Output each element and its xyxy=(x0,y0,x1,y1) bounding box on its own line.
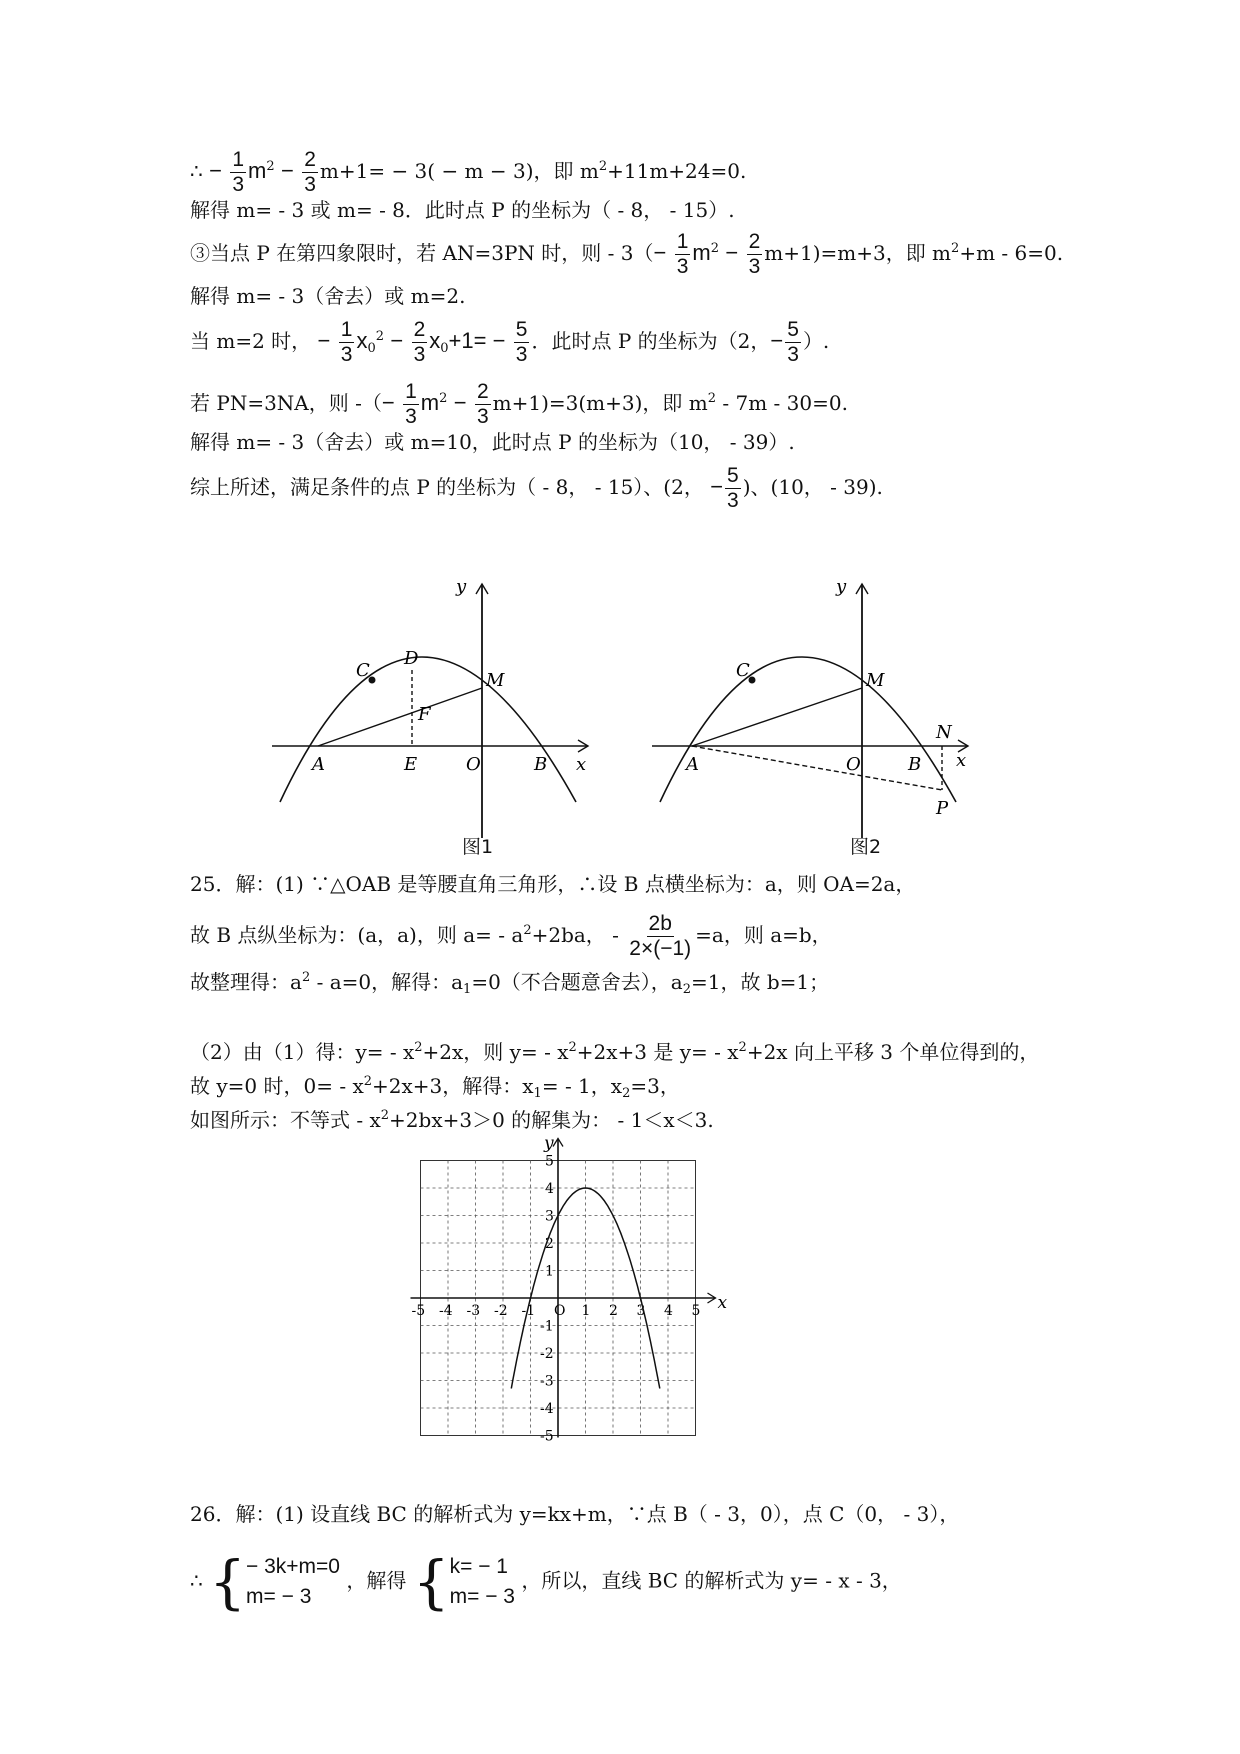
y-tick-label: -1 xyxy=(540,1318,554,1335)
point-tail: ）. xyxy=(802,329,830,353)
fraction-1-3 xyxy=(403,380,419,429)
x-tick-label: 4 xyxy=(664,1303,673,1319)
minus-sign: − xyxy=(653,240,667,265)
figure-2 xyxy=(650,570,990,850)
denominator: 3 xyxy=(787,343,799,366)
equation-tail: +11m+24=0. xyxy=(607,159,747,183)
exponent: 2 xyxy=(707,391,717,406)
parabola-grid-chart xyxy=(411,1133,790,1490)
system-rows xyxy=(450,1552,515,1612)
q25-line-6 xyxy=(190,1106,714,1134)
label-c: C xyxy=(736,660,750,681)
label-d: D xyxy=(404,648,419,669)
subscript: 2 xyxy=(622,1086,631,1101)
numerator: 2 xyxy=(413,318,426,341)
label-b: B xyxy=(908,754,922,775)
label-c: C xyxy=(356,660,370,681)
text: 故整理得：a xyxy=(190,970,302,994)
y-tick-label: -3 xyxy=(540,1373,554,1390)
text: =3， xyxy=(630,1074,680,1098)
text: +2x+3 是 y= - x xyxy=(576,1040,739,1064)
var-m: m xyxy=(248,158,267,183)
subscript: 2 xyxy=(682,982,691,997)
x-tick-label: -3 xyxy=(466,1303,481,1319)
equation-system-1 xyxy=(209,1548,340,1616)
segment-am xyxy=(692,688,862,746)
therefore-symbol: ∴ xyxy=(190,159,203,183)
summary-tail: )、(10， - 39). xyxy=(742,475,883,499)
x-tick-label: 3 xyxy=(636,1303,646,1319)
y-axis-label: y xyxy=(544,1133,554,1154)
minus-sign: − xyxy=(770,328,784,353)
var-x: x xyxy=(356,328,368,353)
equation-row: k= − 1 xyxy=(449,1555,508,1578)
case-text: ③当点 P 在第四象限时，若 AN=3PN 时，则 - 3（ xyxy=(190,241,654,265)
text: - a=0，解得：a xyxy=(310,970,464,994)
exponent: 2 xyxy=(598,159,608,174)
fraction-2-3 xyxy=(747,230,763,279)
summary-text: 综上所述，满足条件的点 P 的坐标为（ - 8， - 15）、(2， xyxy=(190,475,704,499)
minus-sign: − xyxy=(381,390,395,415)
y-tick-label: 3 xyxy=(545,1208,554,1225)
label-x: x xyxy=(576,754,587,775)
equation-row: m= − 3 xyxy=(246,1585,312,1608)
minus-sign: − xyxy=(209,158,222,183)
point-text: ．此时点 P 的坐标为（2， xyxy=(531,329,771,353)
denominator: 3 xyxy=(413,343,426,366)
fraction-1-3 xyxy=(675,230,691,279)
denominator: 3 xyxy=(405,405,417,428)
fraction-2-3 xyxy=(412,318,428,367)
denominator: 3 xyxy=(340,343,353,366)
numerator: 5 xyxy=(515,318,528,341)
minus-sign: − xyxy=(453,390,467,415)
fraction-5-3 xyxy=(514,318,530,367)
label-p: P xyxy=(936,798,949,819)
subscript: 1 xyxy=(533,1086,542,1101)
label-e: E xyxy=(404,754,418,775)
line-8 xyxy=(190,464,883,513)
left-brace-icon: { xyxy=(209,1548,246,1616)
q25-line-4 xyxy=(190,1038,1039,1066)
line-3 xyxy=(190,230,1063,279)
parabola-curve xyxy=(280,657,576,802)
exponent: 2 xyxy=(710,241,719,256)
fraction-5-3 xyxy=(725,464,741,513)
var-m: m xyxy=(692,240,711,265)
numerator: 2 xyxy=(748,230,761,253)
line-2 xyxy=(190,196,735,224)
label-n: N xyxy=(936,722,952,743)
equation-text: m+1)=m+3，即 m xyxy=(764,241,952,265)
case-text: 当 m=2 时， xyxy=(190,329,312,353)
text: = - 1，x xyxy=(541,1074,623,1098)
q25-line-1 xyxy=(190,870,915,898)
minus-sign: − xyxy=(390,328,404,353)
equation-row: m= − 3 xyxy=(449,1585,515,1608)
equation-text: +1= − xyxy=(448,328,506,353)
line-4 xyxy=(190,282,465,310)
y-tick-label: -2 xyxy=(540,1346,554,1362)
numerator: 1 xyxy=(676,230,689,253)
label-o: O xyxy=(466,754,481,775)
y-tick-label: -5 xyxy=(540,1428,554,1445)
y-tick-label: -4 xyxy=(540,1401,554,1417)
text: =a，则 a=b， xyxy=(695,923,832,947)
x-tick-label: 2 xyxy=(609,1303,618,1319)
denominator: 3 xyxy=(304,173,316,196)
denominator: 2×(−1) xyxy=(629,937,692,960)
subscript: 1 xyxy=(463,982,472,997)
exponent: 2 xyxy=(951,241,960,256)
fraction-5-3 xyxy=(785,318,801,367)
system-rows xyxy=(246,1552,340,1612)
solution-text: 25．解：(1) ∵△OAB 是等腰直角三角形，∴设 B 点横坐标为：a，则 OA=2a， xyxy=(190,872,916,896)
solution-text: 解得 m= - 3 或 m= - 8．此时点 P 的坐标为（ - 8， - 15）. xyxy=(190,198,735,222)
minus-sign: − xyxy=(317,328,331,353)
y-tick-label: 4 xyxy=(545,1181,554,1197)
numerator: 2 xyxy=(476,380,489,403)
denominator: 3 xyxy=(232,173,244,196)
label-o: O xyxy=(846,754,861,775)
equation-row: − 3k+m=0 xyxy=(246,1555,340,1578)
minus-sign: − xyxy=(710,474,724,499)
x-tick-label: 1 xyxy=(581,1303,591,1319)
numerator: 1 xyxy=(232,148,244,171)
exponent: 2 xyxy=(738,1040,747,1055)
var-m: m xyxy=(420,390,440,415)
x-tick-label: O xyxy=(554,1303,566,1319)
y-tick-label: 2 xyxy=(545,1236,554,1252)
line-1 xyxy=(190,148,746,197)
denominator: 3 xyxy=(515,343,528,366)
text: ，解得 xyxy=(346,1568,407,1593)
exponent: 2 xyxy=(523,923,532,938)
denominator: 3 xyxy=(727,489,739,512)
text: +2x+3，解得：x xyxy=(372,1074,534,1098)
parabola-curve xyxy=(660,657,956,802)
q26-line-2 xyxy=(190,1548,902,1616)
solution-text: 解得 m= - 3（舍去）或 m=10，此时点 P 的坐标为（10， - 39）. xyxy=(190,430,795,454)
label-m: M xyxy=(866,670,885,691)
text: =1，故 b=1； xyxy=(691,970,830,994)
label-f: F xyxy=(418,704,431,725)
subscript: 0 xyxy=(440,341,449,356)
x-tick-label: -4 xyxy=(439,1303,453,1319)
denominator: 3 xyxy=(476,405,489,428)
line-5 xyxy=(190,318,829,367)
exponent: 2 xyxy=(414,1040,423,1055)
label-m: M xyxy=(486,670,505,691)
solution-text: 解得 m= - 3（舍去）或 m=2. xyxy=(190,284,466,308)
solution-text: 26．解：(1) 设直线 BC 的解析式为 y=kx+m，∵点 B（ - 3，0），点 C（0， - 3）， xyxy=(190,1502,960,1526)
left-brace-icon: { xyxy=(412,1548,450,1616)
text: +2bx+3＞0 的解集为： - 1＜x＜3. xyxy=(389,1108,714,1132)
numerator: 2 xyxy=(304,148,316,171)
exponent: 2 xyxy=(380,1108,390,1123)
label-y: y xyxy=(456,576,467,597)
exponent: 2 xyxy=(439,391,448,406)
minus-sign: − xyxy=(280,158,294,183)
var-x: x xyxy=(429,328,441,353)
numerator: 2b xyxy=(648,912,672,935)
label-a: A xyxy=(312,754,325,775)
equation-system-2 xyxy=(412,1548,515,1616)
therefore-symbol: ∴ xyxy=(190,1568,203,1593)
denominator: 3 xyxy=(676,255,689,278)
text: +2x，则 y= - x xyxy=(422,1040,569,1064)
subscript: 0 xyxy=(367,341,376,356)
denominator: 3 xyxy=(748,255,761,278)
fraction-2-3 xyxy=(475,380,491,429)
text: （2）由（1）得：y= - x xyxy=(190,1040,415,1064)
q25-line-5 xyxy=(190,1072,680,1100)
equation-text: m+1)=3(m+3)，即 m xyxy=(492,391,708,415)
figure-1-caption: 图1 xyxy=(462,836,494,858)
figure-1 xyxy=(270,570,610,850)
x-tick-label: 5 xyxy=(691,1303,701,1319)
label-b: B xyxy=(534,754,548,775)
text: 故 y=0 时，0= - x xyxy=(190,1074,364,1098)
label-a: A xyxy=(686,754,699,775)
equation-text: m+1= − 3( − m − 3)，即 m xyxy=(319,159,599,183)
q25-line-2 xyxy=(190,912,832,961)
x-axis-label: x xyxy=(717,1293,728,1313)
text: +2x 向上平移 3 个单位得到的， xyxy=(746,1040,1040,1064)
numerator: 5 xyxy=(787,318,799,341)
fraction-2b xyxy=(627,912,693,961)
figure-2-caption: 图2 xyxy=(850,836,882,858)
equation-tail: - 7m - 30=0. xyxy=(716,391,848,415)
case-text: 若 PN=3NA，则 -（ xyxy=(190,391,382,415)
q26-line-1 xyxy=(190,1500,959,1528)
q25-line-3 xyxy=(190,968,829,996)
exponent: 2 xyxy=(266,159,275,174)
tick-labels xyxy=(412,1154,701,1445)
minus-sign: − xyxy=(725,240,739,265)
text: ，所以，直线 BC 的解析式为 y= - x - 3， xyxy=(521,1568,902,1593)
label-x: x xyxy=(956,750,967,771)
line-7 xyxy=(190,428,795,456)
text: =0（不合题意舍去），a xyxy=(471,970,683,994)
numerator: 5 xyxy=(727,464,739,487)
x-tick-label: -1 xyxy=(521,1303,536,1319)
y-tick-label: 5 xyxy=(545,1153,554,1170)
exponent: 2 xyxy=(301,970,311,985)
segment-ap xyxy=(692,746,942,790)
segment-am xyxy=(318,688,482,746)
numerator: 1 xyxy=(405,380,417,403)
line-6 xyxy=(190,380,848,429)
text: 如图所示：不等式 - x xyxy=(190,1108,381,1132)
exponent: 2 xyxy=(375,329,384,344)
exponent: 2 xyxy=(568,1040,577,1055)
numerator: 1 xyxy=(340,318,353,341)
equation-tail: +m - 6=0. xyxy=(959,241,1064,265)
y-tick-label: 1 xyxy=(545,1263,554,1280)
x-tick-label: -2 xyxy=(494,1303,508,1319)
fraction-1-3 xyxy=(230,148,246,197)
exponent: 2 xyxy=(363,1074,373,1089)
fraction-1-3 xyxy=(339,318,355,367)
label-y: y xyxy=(836,576,847,597)
x-tick-label: -5 xyxy=(411,1303,426,1319)
axes xyxy=(411,1134,728,1438)
fraction-2-3 xyxy=(302,148,318,197)
text: 故 B 点纵坐标为：(a，a)，则 a= - a xyxy=(190,923,524,947)
text: +2ba， - xyxy=(531,923,619,947)
